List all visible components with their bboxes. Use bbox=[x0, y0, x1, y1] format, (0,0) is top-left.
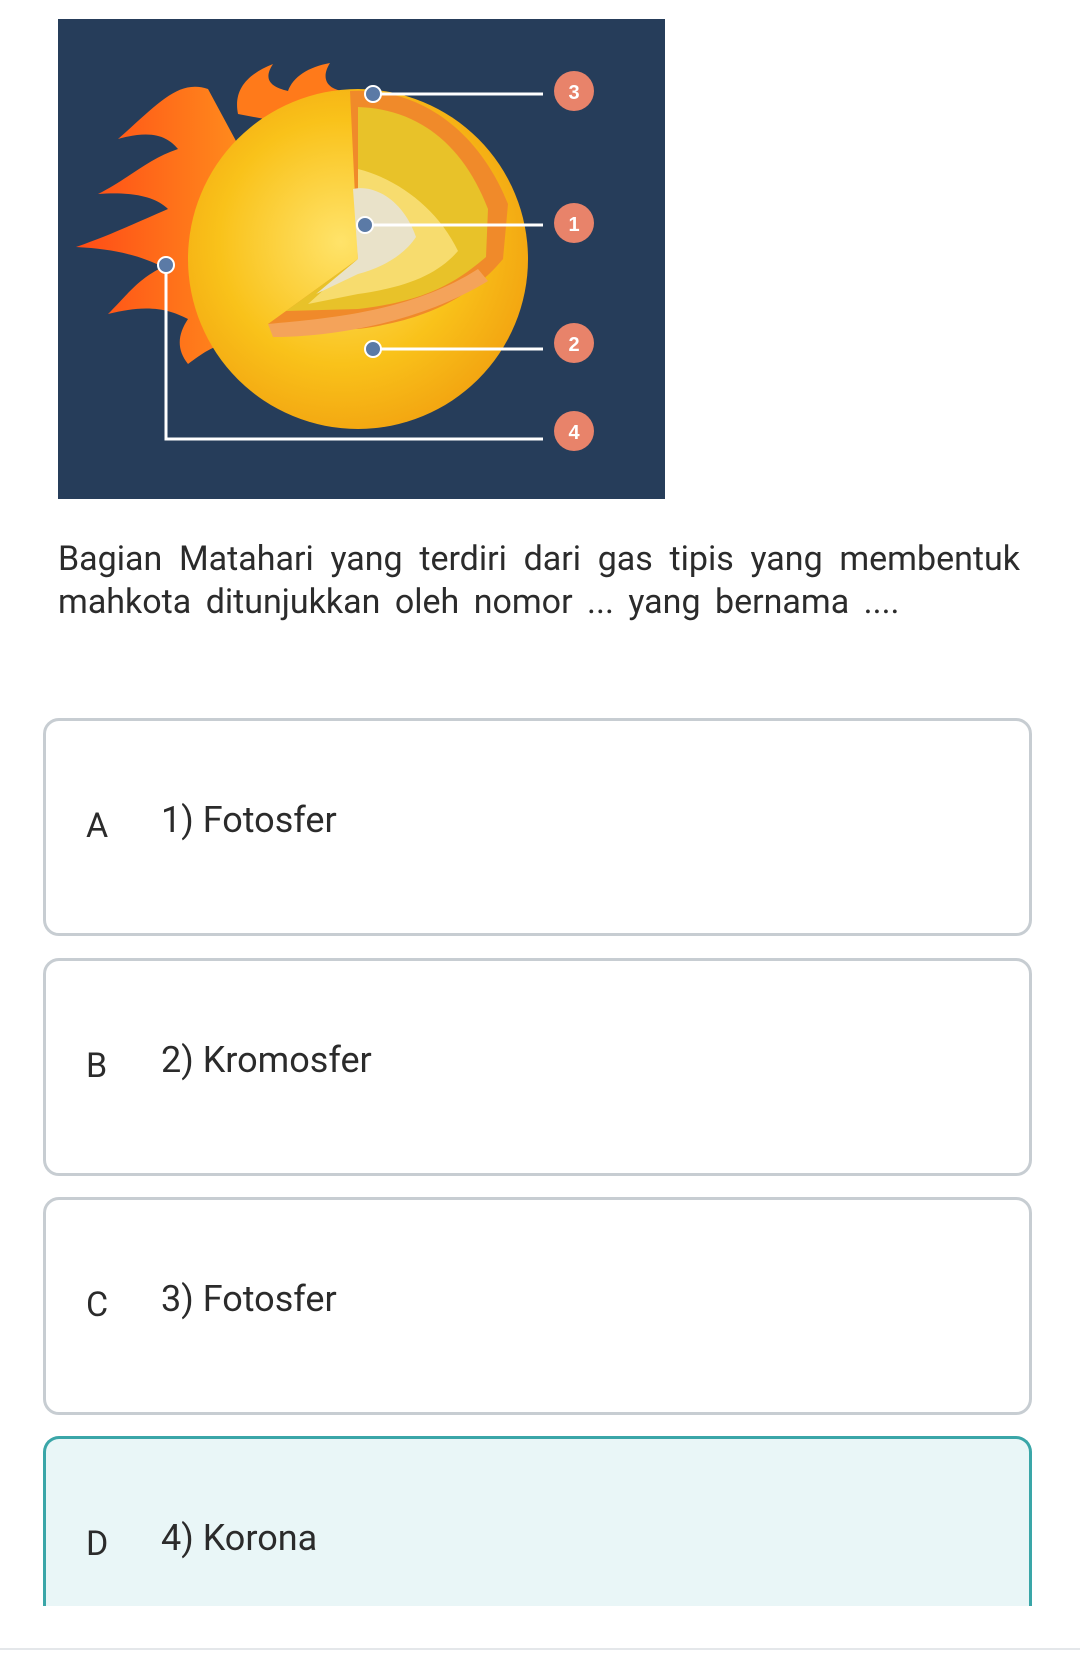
sun-diagram-svg bbox=[58, 19, 665, 499]
label-badge-3-text: 3 bbox=[568, 82, 580, 104]
option-a[interactable] bbox=[43, 718, 1032, 936]
label-badge-2 bbox=[554, 323, 594, 363]
option-c-letter: C bbox=[86, 1285, 109, 1325]
option-c-text: 3) Fotosfer bbox=[161, 1278, 337, 1320]
label-badge-1-text: 1 bbox=[568, 214, 580, 236]
option-c[interactable] bbox=[43, 1197, 1032, 1415]
option-d-letter: D bbox=[86, 1524, 109, 1564]
label-badge-2-text: 2 bbox=[568, 334, 580, 356]
bottom-divider bbox=[0, 1648, 1080, 1650]
option-d-selected[interactable] bbox=[43, 1436, 1032, 1606]
question-text: Bagian Matahari yang terdiri dari gas tipis yang membentuk mahkota ditunjukkan oleh nomor ... yang bernama .... bbox=[58, 539, 1020, 622]
label-badge-1 bbox=[554, 203, 594, 243]
label-badge-4 bbox=[554, 411, 594, 451]
option-b[interactable] bbox=[43, 958, 1032, 1176]
label-badge-3 bbox=[554, 71, 594, 111]
label-badge-4-text: 4 bbox=[568, 422, 580, 444]
option-b-text: 2) Kromosfer bbox=[161, 1039, 372, 1081]
sun-layers-diagram bbox=[58, 19, 665, 499]
option-d-text: 4) Korona bbox=[161, 1517, 318, 1559]
option-a-letter: A bbox=[86, 806, 109, 846]
option-a-text: 1) Fotosfer bbox=[161, 799, 337, 841]
option-b-letter: B bbox=[86, 1046, 108, 1086]
